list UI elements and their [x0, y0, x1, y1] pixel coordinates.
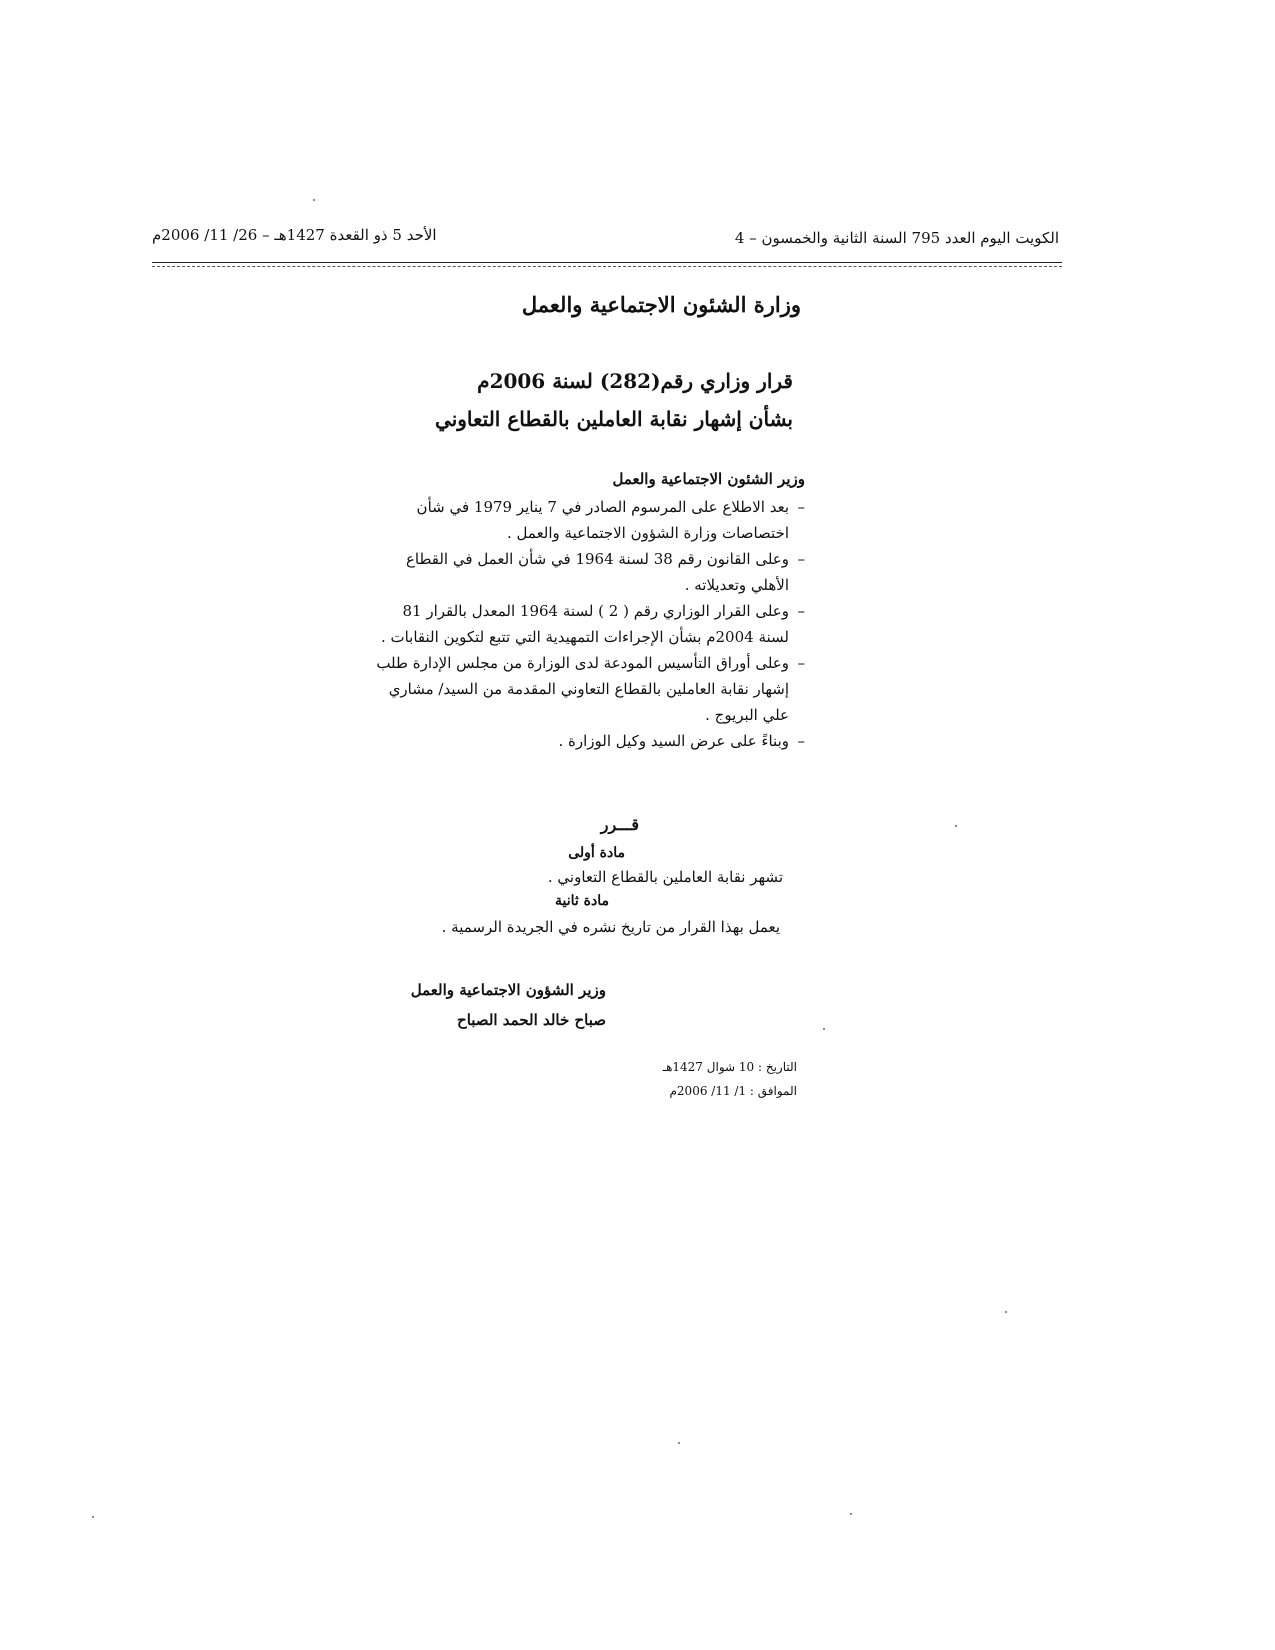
header-divider: [152, 262, 1062, 263]
decree-title-line2: بشأن إشهار نقابة العاملين بالقطاع التعاوني: [435, 407, 793, 431]
preamble-dash: –: [797, 732, 805, 750]
date-hijri: التاريخ : 10 شوال 1427هـ: [662, 1060, 797, 1074]
signature-title: وزير الشؤون الاجتماعية والعمل: [410, 981, 606, 999]
scan-speck: [678, 1442, 680, 1444]
preamble-dash: –: [797, 550, 805, 568]
preamble-item-text: وعلى القرار الوزاري رقم ( 2 ) لسنة 1964 المعدل بالقرار 81 لسنة 2004م بشأن الإجراءات التمهيدية التي تتبع لتكوين النقابات .: [380, 602, 789, 646]
article2-text: يعمل بهذا القرار من تاريخ نشره في الجريدة الرسمية .: [441, 918, 780, 936]
preamble-item-text: وعلى القانون رقم 38 لسنة 1964 في شأن العمل في القطاع الأهلي وتعديلاته .: [405, 550, 789, 594]
preamble-item-text: وبناءً على عرض السيد وكيل الوزارة .: [558, 732, 789, 750]
article1-heading: مادة أولى: [568, 845, 625, 861]
preamble-item-text: وعلى أوراق التأسيس المودعة لدى الوزارة من مجلس الإدارة طلب إشهار نقابة العاملين بالقطاع التعاوني المقدمة من السيد/ مشاري علي البريوج .: [376, 654, 789, 724]
article2-heading: مادة ثانية: [555, 893, 609, 909]
scan-speck: [92, 1516, 94, 1518]
decree-title-line1: قرار وزاري رقم(282) لسنة 2006م: [477, 369, 793, 393]
scan-speck: [313, 199, 315, 201]
article1-text: تشهر نقابة العاملين بالقطاع التعاوني .: [547, 868, 783, 886]
preamble-minister: وزير الشئون الاجتماعية والعمل: [612, 470, 805, 488]
header-publication-text: الكويت اليوم العدد 795 السنة الثانية والخمسون –: [749, 229, 1059, 247]
preamble-dash: –: [797, 498, 805, 516]
scan-speck: [955, 825, 957, 827]
scan-speck: [1005, 1311, 1007, 1313]
preamble-dash: –: [797, 602, 805, 620]
preamble: [375, 466, 805, 754]
signature-name: صباح خالد الحمد الصباح: [457, 1011, 606, 1029]
date-gregorian: الموافق : 1/ 11/ 2006م: [669, 1084, 797, 1098]
scan-speck: [823, 1028, 825, 1030]
preamble-item: [375, 494, 805, 546]
decree-title: [435, 362, 793, 438]
signature-block: [411, 975, 606, 1035]
issue-dates: [663, 1055, 797, 1103]
header-date: الأحد 5 ذو القعدة 1427هـ – 26/ 11/ 2006م: [152, 226, 437, 244]
scan-speck: [850, 1513, 852, 1515]
preamble-item: [375, 650, 805, 728]
header-divider-secondary: [152, 266, 1062, 267]
preamble-item-text: بعد الاطلاع على المرسوم الصادر في 7 يناير 1979 في شأن اختصاصات وزارة الشؤون الاجتماعية والعمل .: [416, 498, 789, 542]
header-publication-info: [717, 229, 1059, 247]
decision-heading: قـــرر: [600, 815, 639, 834]
preamble-item: [375, 598, 805, 650]
preamble-item: [375, 728, 805, 754]
preamble-dash: –: [797, 654, 805, 672]
preamble-item: [375, 546, 805, 598]
ministry-heading: وزارة الشئون الاجتماعية والعمل: [521, 292, 801, 317]
header-page-number: 4: [734, 229, 745, 247]
